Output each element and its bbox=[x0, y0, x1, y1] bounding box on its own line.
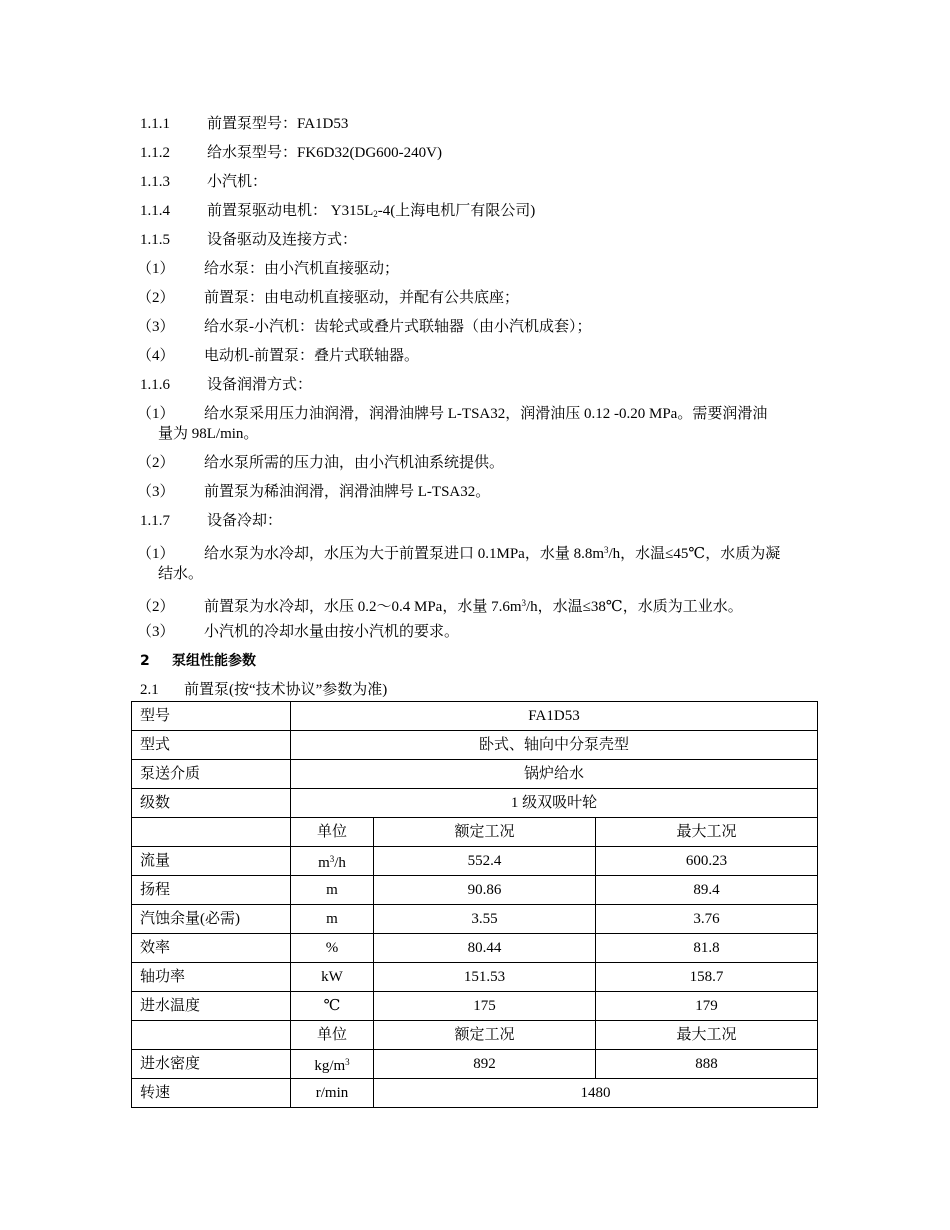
header-unit: 单位 bbox=[291, 818, 374, 847]
table-row bbox=[132, 789, 818, 818]
section-number: 1.1.5 bbox=[140, 232, 170, 248]
row-value: 锅炉给水 bbox=[291, 760, 818, 789]
section-text-post: -4(上海电机厂有限公司) bbox=[377, 203, 536, 219]
row-max: 81.8 bbox=[596, 934, 818, 963]
section-1-1-7 bbox=[140, 511, 820, 540]
list-item bbox=[137, 453, 820, 482]
section-heading-2-1 bbox=[140, 680, 820, 702]
item-number: （3） bbox=[137, 624, 175, 640]
subscript: 2 bbox=[373, 209, 378, 219]
list-item bbox=[137, 540, 820, 593]
row-label: 效率 bbox=[132, 934, 291, 963]
section-text: 设备驱动及连接方式： bbox=[207, 232, 358, 248]
item-number: （4） bbox=[137, 348, 175, 364]
row-rated: 175 bbox=[374, 992, 596, 1021]
item-text-post: /h，水温≤38℃，水质为工业水。 bbox=[526, 599, 743, 615]
row-label: 级数 bbox=[132, 789, 291, 818]
row-unit: m bbox=[291, 876, 374, 905]
table-header-row bbox=[132, 818, 818, 847]
row-unit bbox=[291, 1050, 374, 1079]
row-label: 进水密度 bbox=[132, 1050, 291, 1079]
item-text: 前置泵：由电动机直接驱动，并配有公共底座； bbox=[204, 290, 520, 306]
heading-number: 2.1 bbox=[140, 682, 159, 698]
empty-cell bbox=[132, 1021, 291, 1050]
item-text-continued: 结水。 bbox=[158, 566, 204, 582]
section-number: 1.1.7 bbox=[140, 513, 170, 529]
section-1-1-2 bbox=[140, 143, 820, 172]
row-label: 进水温度 bbox=[132, 992, 291, 1021]
section-1-1-4 bbox=[140, 201, 820, 230]
section-1-1-6 bbox=[140, 375, 820, 404]
list-item bbox=[137, 317, 820, 346]
row-unit: ℃ bbox=[291, 992, 374, 1021]
section-text-pre: 前置泵驱动电机： Y315L bbox=[207, 203, 374, 219]
empty-cell bbox=[132, 818, 291, 847]
row-value: 1480 bbox=[374, 1079, 818, 1108]
item-text-pre: 给水泵为水冷却，水压为大于前置泵进口 0.1MPa，水量 8.8m bbox=[204, 546, 605, 562]
row-rated: 151.53 bbox=[374, 963, 596, 992]
item-text-continued: 量为 98L/min。 bbox=[158, 426, 259, 442]
item-text: 给水泵所需的压力油，由小汽机油系统提供。 bbox=[204, 455, 505, 471]
row-max: 179 bbox=[596, 992, 818, 1021]
row-max: 600.23 bbox=[596, 847, 818, 876]
section-number: 1.1.1 bbox=[140, 116, 170, 132]
list-item bbox=[137, 593, 820, 622]
section-heading-2 bbox=[140, 651, 820, 680]
unit-superscript: 3 bbox=[329, 854, 335, 864]
row-value: 卧式、轴向中分泵壳型 bbox=[291, 731, 818, 760]
section-text: 小汽机： bbox=[207, 174, 268, 190]
section-1-1-5 bbox=[140, 230, 820, 259]
pump-spec-table bbox=[131, 701, 818, 1108]
row-max: 888 bbox=[596, 1050, 818, 1079]
heading-number: 2 bbox=[140, 653, 150, 669]
item-text: 前置泵为稀油润滑，润滑油牌号 L-TSA32。 bbox=[204, 484, 491, 500]
row-label: 泵送介质 bbox=[132, 760, 291, 789]
header-unit: 单位 bbox=[291, 1021, 374, 1050]
item-text: 给水泵：由小汽机直接驱动； bbox=[204, 261, 400, 277]
item-number: （1） bbox=[137, 261, 175, 277]
table-header-row bbox=[132, 1021, 818, 1050]
table-row bbox=[132, 1050, 818, 1079]
item-text-pre: 前置泵为水冷却，水压 0.2～0.4 MPa，水量 7.6m bbox=[204, 599, 522, 615]
section-1-1-3 bbox=[140, 172, 820, 201]
section-number: 1.1.6 bbox=[140, 377, 170, 393]
row-max: 89.4 bbox=[596, 876, 818, 905]
section-number: 1.1.4 bbox=[140, 203, 170, 219]
row-rated: 80.44 bbox=[374, 934, 596, 963]
list-item bbox=[137, 482, 820, 511]
unit-superscript: 3 bbox=[345, 1057, 350, 1067]
item-number: （3） bbox=[137, 319, 175, 335]
row-rated: 3.55 bbox=[374, 905, 596, 934]
item-number: （2） bbox=[137, 455, 175, 471]
table-row bbox=[132, 876, 818, 905]
row-rated: 892 bbox=[374, 1050, 596, 1079]
item-text-post: /h，水温≤45℃，水质为凝 bbox=[608, 546, 781, 562]
row-label: 扬程 bbox=[132, 876, 291, 905]
table-row bbox=[132, 731, 818, 760]
row-label: 型号 bbox=[132, 702, 291, 731]
section-text: 设备冷却： bbox=[207, 513, 283, 529]
item-number: （1） bbox=[137, 406, 175, 422]
document-body bbox=[137, 114, 820, 702]
unit-base: kg/m bbox=[314, 1058, 346, 1074]
item-text: 小汽机的冷却水量由按小汽机的要求。 bbox=[204, 624, 460, 640]
table-row bbox=[132, 934, 818, 963]
section-text: 设备润滑方式： bbox=[207, 377, 313, 393]
row-rated: 90.86 bbox=[374, 876, 596, 905]
item-number: （2） bbox=[137, 290, 175, 306]
section-number: 1.1.3 bbox=[140, 174, 170, 190]
row-unit: % bbox=[291, 934, 374, 963]
heading-text: 前置泵(按“技术协议”参数为准) bbox=[184, 682, 388, 698]
heading-text: 泵组性能参数 bbox=[172, 653, 256, 669]
row-label: 汽蚀余量(必需) bbox=[132, 905, 291, 934]
list-item bbox=[137, 404, 820, 453]
header-max: 最大工况 bbox=[596, 818, 818, 847]
table-row bbox=[132, 963, 818, 992]
section-number: 1.1.2 bbox=[140, 145, 170, 161]
superscript: 3 bbox=[604, 545, 609, 555]
item-text: 给水泵采用压力油润滑，润滑油牌号 L-TSA32，润滑油压 0.12 -0.20 MPa。需要润滑油 bbox=[204, 406, 768, 422]
item-text: 给水泵-小汽机：齿轮式或叠片式联轴器（由小汽机成套）； bbox=[204, 319, 592, 335]
item-number: （1） bbox=[137, 546, 175, 562]
superscript: 3 bbox=[521, 598, 527, 608]
row-unit: r/min bbox=[291, 1079, 374, 1108]
table-row bbox=[132, 1079, 818, 1108]
row-unit: m bbox=[291, 905, 374, 934]
list-item bbox=[137, 346, 820, 375]
row-max: 3.76 bbox=[596, 905, 818, 934]
table-row bbox=[132, 905, 818, 934]
row-value: 1 级双吸叶轮 bbox=[291, 789, 818, 818]
header-rated: 额定工况 bbox=[374, 818, 596, 847]
section-text: 前置泵型号：FA1D53 bbox=[207, 116, 349, 132]
list-item bbox=[137, 622, 820, 651]
list-item bbox=[137, 259, 820, 288]
table-row bbox=[132, 847, 818, 876]
row-rated: 552.4 bbox=[374, 847, 596, 876]
table-row bbox=[132, 702, 818, 731]
unit-base: m bbox=[318, 855, 330, 871]
row-max: 158.7 bbox=[596, 963, 818, 992]
unit-post: /h bbox=[334, 855, 346, 871]
item-number: （2） bbox=[137, 599, 175, 615]
row-label: 型式 bbox=[132, 731, 291, 760]
row-unit: kW bbox=[291, 963, 374, 992]
row-label: 流量 bbox=[132, 847, 291, 876]
item-number: （3） bbox=[137, 484, 175, 500]
list-item bbox=[137, 288, 820, 317]
row-unit bbox=[291, 847, 374, 876]
row-value: FA1D53 bbox=[291, 702, 818, 731]
row-label: 转速 bbox=[132, 1079, 291, 1108]
row-label: 轴功率 bbox=[132, 963, 291, 992]
item-text: 电动机-前置泵：叠片式联轴器。 bbox=[204, 348, 419, 364]
header-rated: 额定工况 bbox=[374, 1021, 596, 1050]
table-row bbox=[132, 992, 818, 1021]
header-max: 最大工况 bbox=[596, 1021, 818, 1050]
table-row bbox=[132, 760, 818, 789]
section-1-1-1 bbox=[140, 114, 820, 143]
section-text: 给水泵型号：FK6D32(DG600-240V) bbox=[207, 145, 442, 161]
